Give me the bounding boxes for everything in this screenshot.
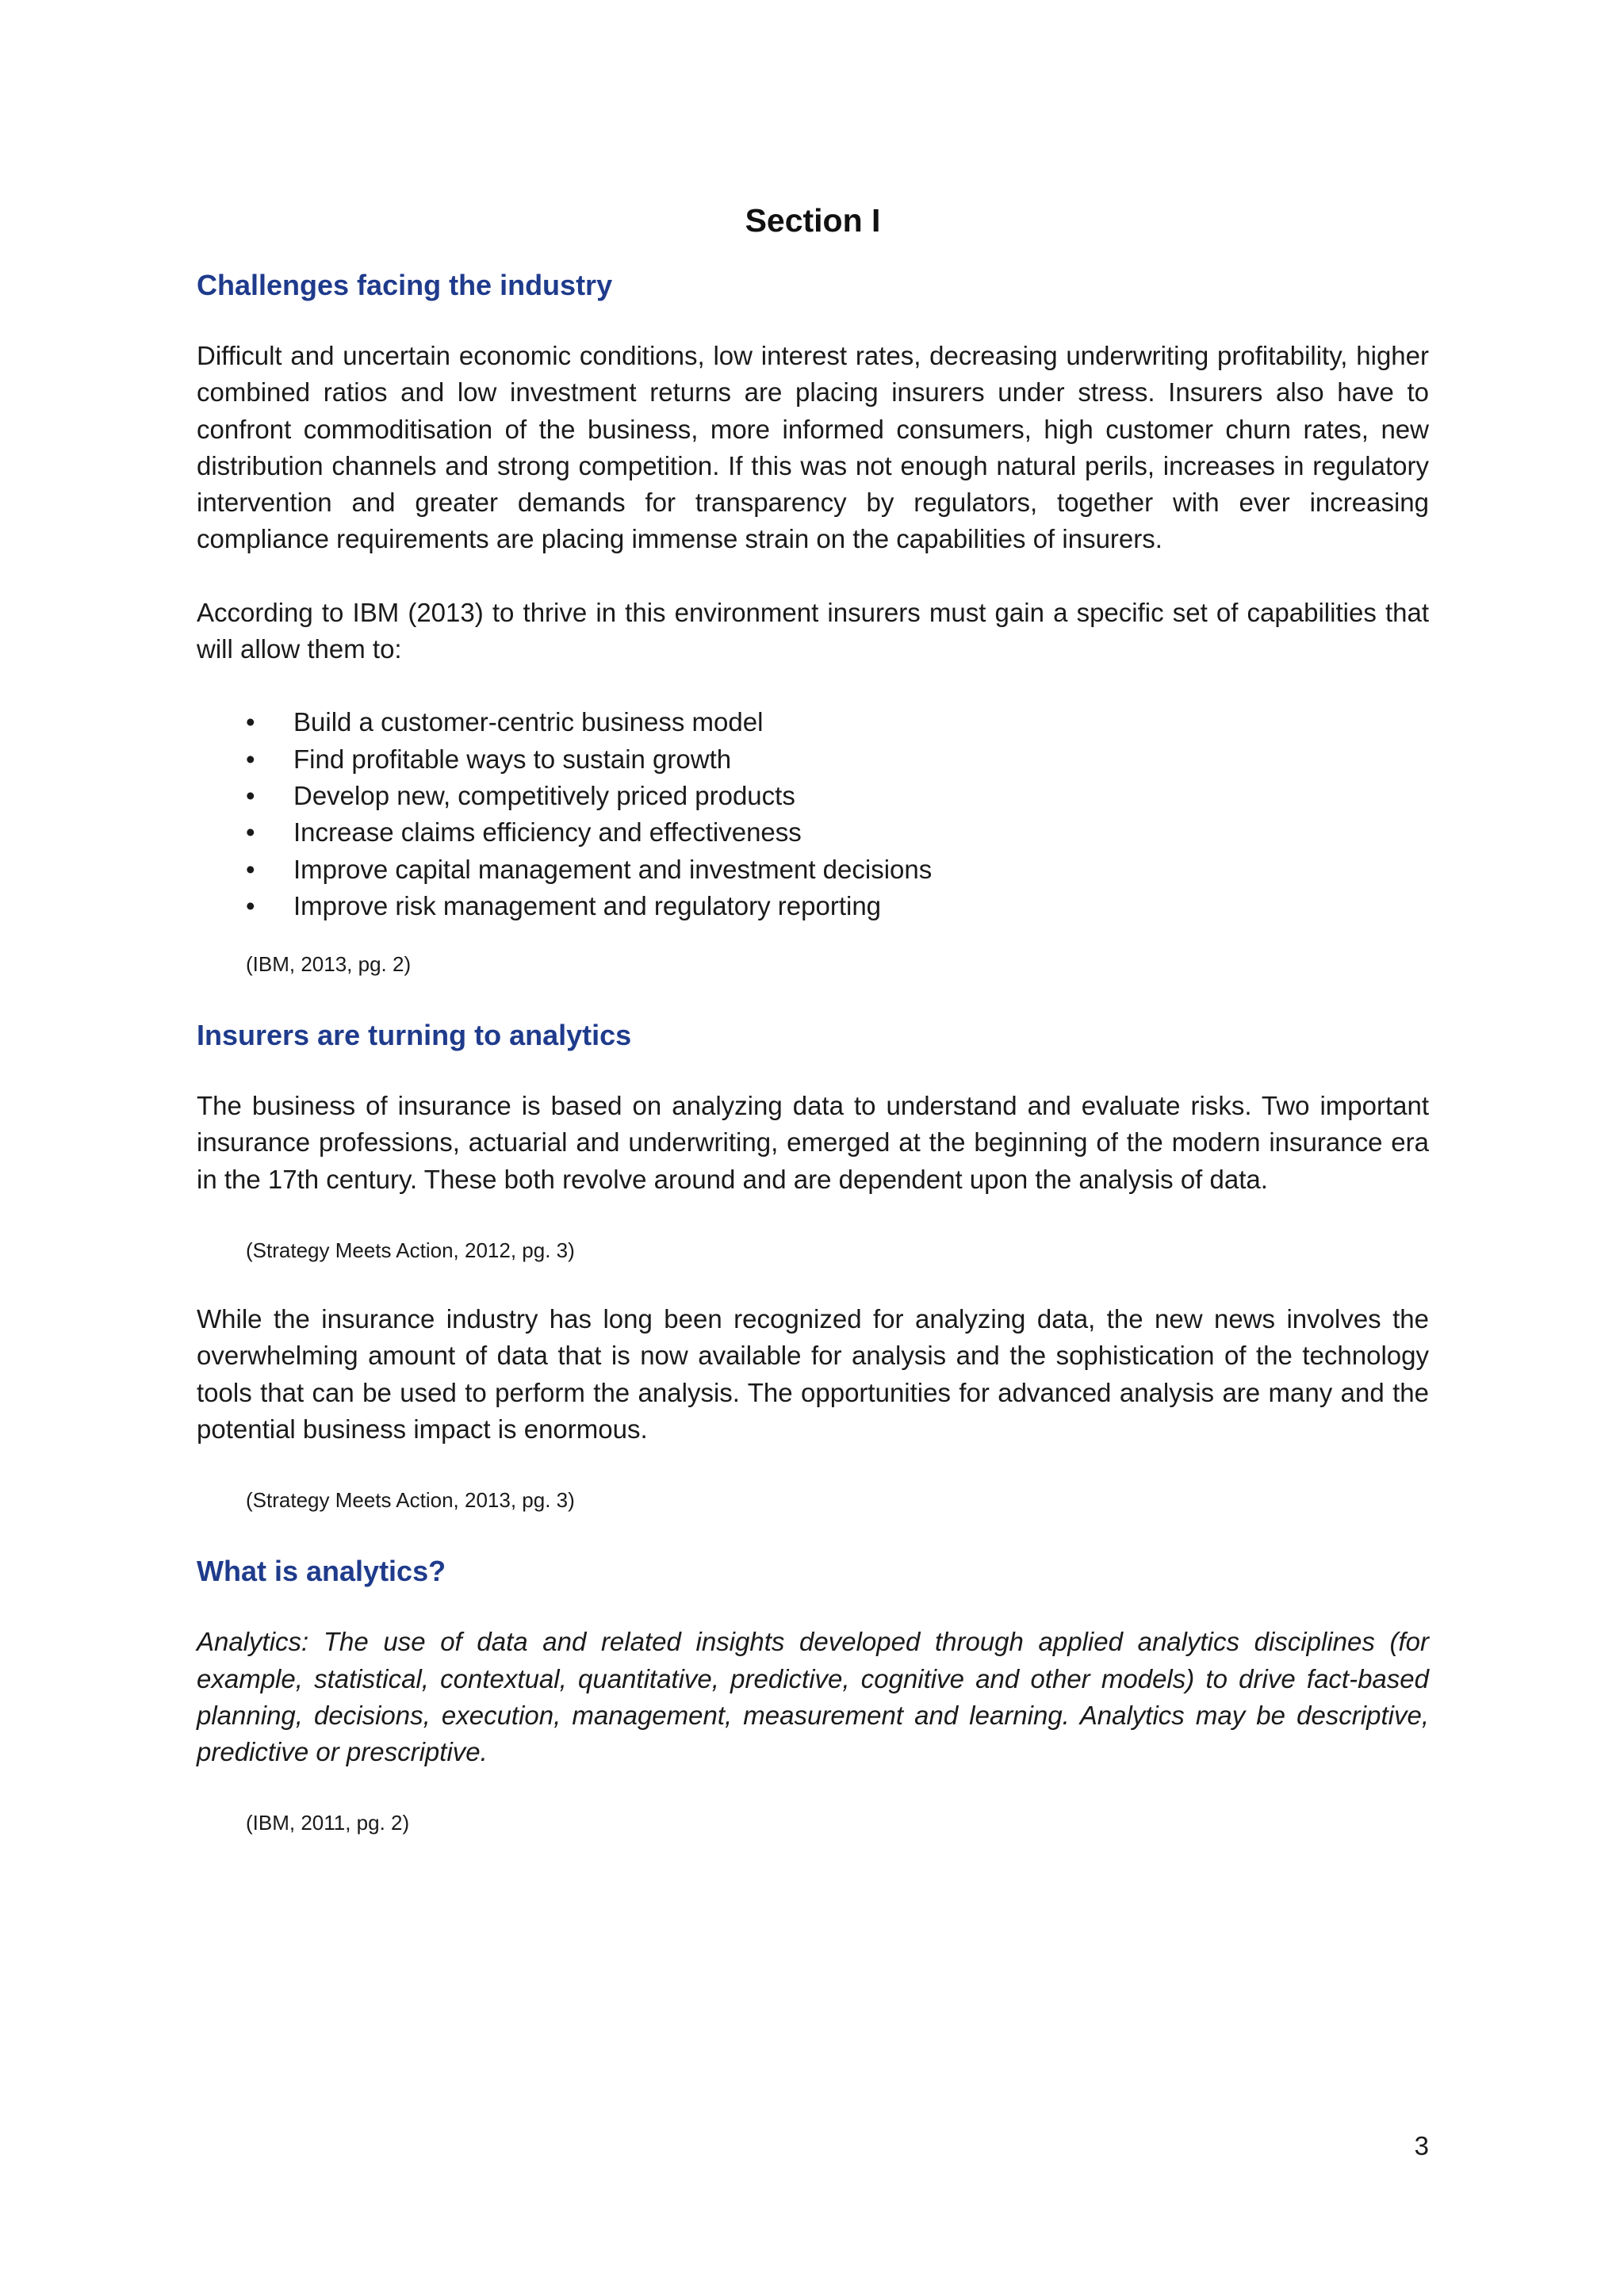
bullet-icon: • [246,854,255,884]
list-item-text: Build a customer-centric business model [293,707,764,737]
bullet-icon: • [246,744,255,774]
paragraph-challenges: Difficult and uncertain economic conditions, low interest rates, decreasing underwriting profitability, higher combined ratios and low investment returns are placing insurers under stress. Insurers also have to confront commoditisation of the business, more informed consumers, high customer churn rates, new distribution channels and strong competition. If this was not enough natural perils, increases in regulatory intervention and greater demands for transparency by regulators, together with ever increasing compliance requirements are placing immense strain on the capabilities of insurers. [197,341,1429,554]
section-title: Section I [745,202,881,239]
paragraph-analytics-definition: Analytics: The use of data and related insights developed through applied analytics disciplines (for example, statistical, contextual, quantitative, predictive, cognitive and other models) to drive fact-based planning, decisions, execution, management, measurement and learning. Analytics may be descriptive, predictive or prescriptive. [197,1627,1429,1767]
bullet-icon: • [246,890,255,920]
list-item-text: Increase claims efficiency and effectiveness [293,817,802,848]
list-item-text: Develop new, competitively priced products [293,780,795,810]
heading-insurers-analytics: Insurers are turning to analytics [197,1019,632,1052]
list-item-text: Find profitable ways to sustain growth [293,744,732,774]
page-content [197,190,1429,1873]
list-item-text: Improve risk management and regulatory reporting [293,890,882,920]
citation-sma-2013: (Strategy Meets Action, 2013, pg. 3) [246,1488,575,1513]
citation-sma-2012: (Strategy Meets Action, 2012, pg. 3) [246,1238,575,1263]
heading-what-is-analytics: What is analytics? [197,1555,446,1588]
paragraph-ibm-intro: According to IBM (2013) to thrive in this environment insurers must gain a specific set of capabilities that will allow them to: [197,597,1429,664]
list-item-text: Improve capital management and investment decisions [293,854,933,884]
page-number: 3 [1414,2131,1429,2160]
list-item [197,888,1429,924]
list-item [197,851,1429,888]
list-item [197,741,1429,778]
list-item [197,814,1429,851]
bullet-icon: • [246,707,255,737]
bullet-icon: • [246,780,255,810]
heading-challenges: Challenges facing the industry [197,269,613,301]
paragraph-business-of-insurance: The business of insurance is based on analyzing data to understand and evaluate risks. Two important insurance professions, actuarial and underwriting, emerged at the beginning of the modern insurance era in the 17th century. These both revolve around and are dependent upon the analysis of data. [197,1091,1429,1194]
capabilities-list [197,704,1429,924]
list-item [197,704,1429,740]
bullet-icon: • [246,817,255,848]
citation-ibm-2013: (IBM, 2013, pg. 2) [246,952,412,977]
paragraph-new-news: While the insurance industry has long been recognized for analyzing data, the new news involves the overwhelming amount of data that is now available for analysis and the sophistication of the technology tools that can be used to perform the analysis. The opportunities for advanced analysis are many and the potential business impact is enormous. [197,1304,1429,1444]
list-item [197,778,1429,814]
citation-ibm-2011: (IBM, 2011, pg. 2) [246,1811,410,1835]
